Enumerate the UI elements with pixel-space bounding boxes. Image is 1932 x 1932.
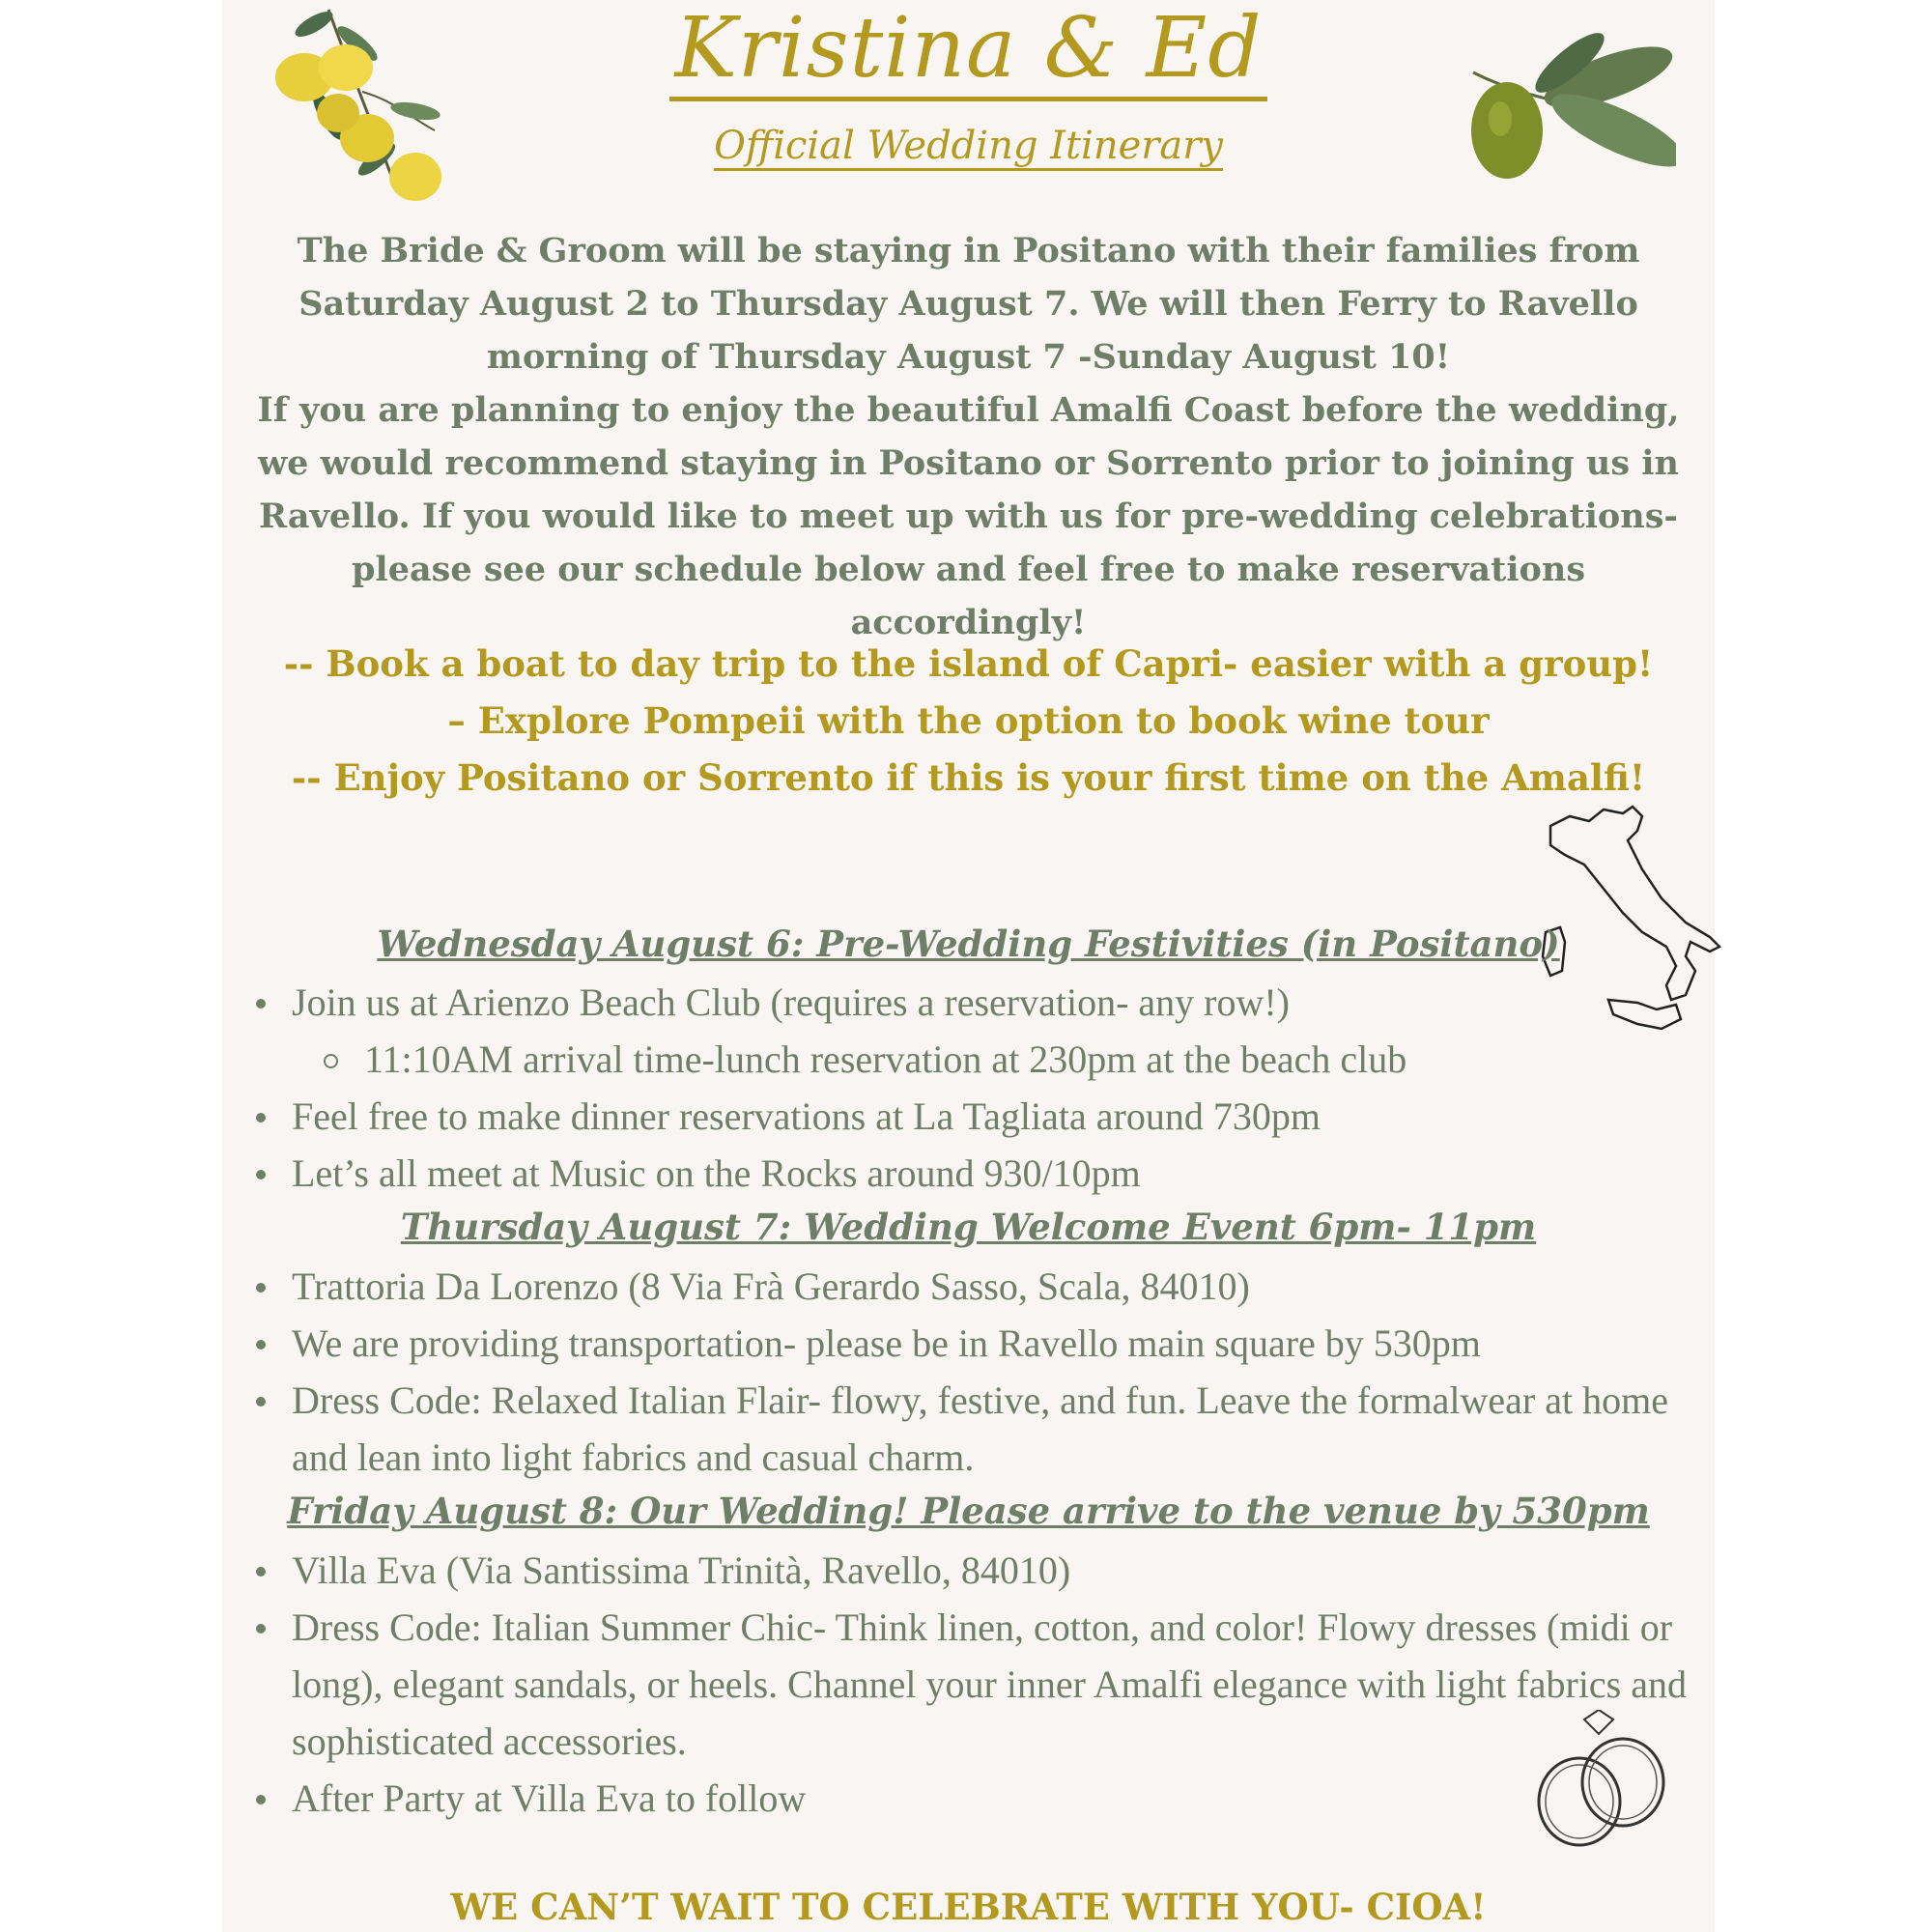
thursday-list [222,1258,1702,1486]
wedding-rings-icon [1526,1710,1681,1855]
list-subitem: 11:10AM arrival time-lunch reservation at 230pm at the beach club [222,1031,1406,1088]
itinerary-page [222,0,1715,1932]
italy-map-outline [1531,802,1724,1034]
section-heading-friday: Friday August 8: Our Wedding! Please arrive to the venue by 530pm [287,1490,1650,1532]
recommendation-item: -- Enjoy Positano or Sorrento if this is your first time on the Amalfi! [291,756,1646,799]
recommendations-list [222,636,1715,807]
section-heading-thursday: Thursday August 7: Wedding Welcome Event 6pm- 11pm [400,1206,1537,1248]
list-item: Join us at Arienzo Beach Club (requires a reservation- any row!) [222,974,1406,1031]
page-subtitle: Official Wedding Itinerary [222,124,1715,168]
recommendation-item: -- Book a boat to day trip to the island of Capri- easier with a group! [283,642,1654,685]
footer-message: WE CAN’T WAIT TO CELEBRATE WITH YOU- CIOA! [450,1886,1487,1928]
list-item: After Party at Villa Eva to follow [222,1770,1702,1827]
list-item: Trattoria Da Lorenzo (8 Via Frà Gerardo Sasso, Scala, 84010) [222,1258,1702,1315]
intro-paragraph: The Bride & Groom will be staying in Positano with their families from Saturday August 2 to Thursday August 7. We will then Ferry to Ravello morning of Thursday August 7 -Sunday August 10! [297,231,1640,377]
friday-list [222,1542,1702,1827]
intro-paragraph: If you are planning to enjoy the beautiful Amalfi Coast before the wedding, we would recommend staying in Positano or Sorrento prior to joining us in Ravello. If you would like to meet up with us for pre-wedding celebrations- please see our schedule below and feel free to make reservations accordingly! [257,390,1680,642]
list-item: Dress Code: Italian Summer Chic- Think linen, cotton, and color! Flowy dresses (midi or long), elegant sandals, or heels. Channel your inner Amalfi elegance with light fabrics and sophisticated accessories. [222,1599,1702,1770]
list-item: We are providing transportation- please be in Ravello main square by 530pm [222,1315,1702,1372]
page-title: Kristina & Ed [222,0,1715,97]
section-heading-wednesday: Wednesday August 6: Pre-Wedding Festivities (in Positano) [377,923,1560,965]
intro-text [232,224,1705,649]
list-item: Let’s all meet at Music on the Rocks around 930/10pm [222,1145,1406,1202]
list-item: Villa Eva (Via Santissima Trinità, Ravello, 84010) [222,1542,1702,1599]
list-item: Feel free to make dinner reservations at La Tagliata around 730pm [222,1088,1406,1145]
recommendation-item: – Explore Pompeii with the option to book wine tour [447,699,1490,742]
wednesday-list [222,974,1406,1202]
list-item: Dress Code: Relaxed Italian Flair- flowy, festive, and fun. Leave the formalwear at home and lean into light fabrics and casual charm. [222,1372,1702,1486]
